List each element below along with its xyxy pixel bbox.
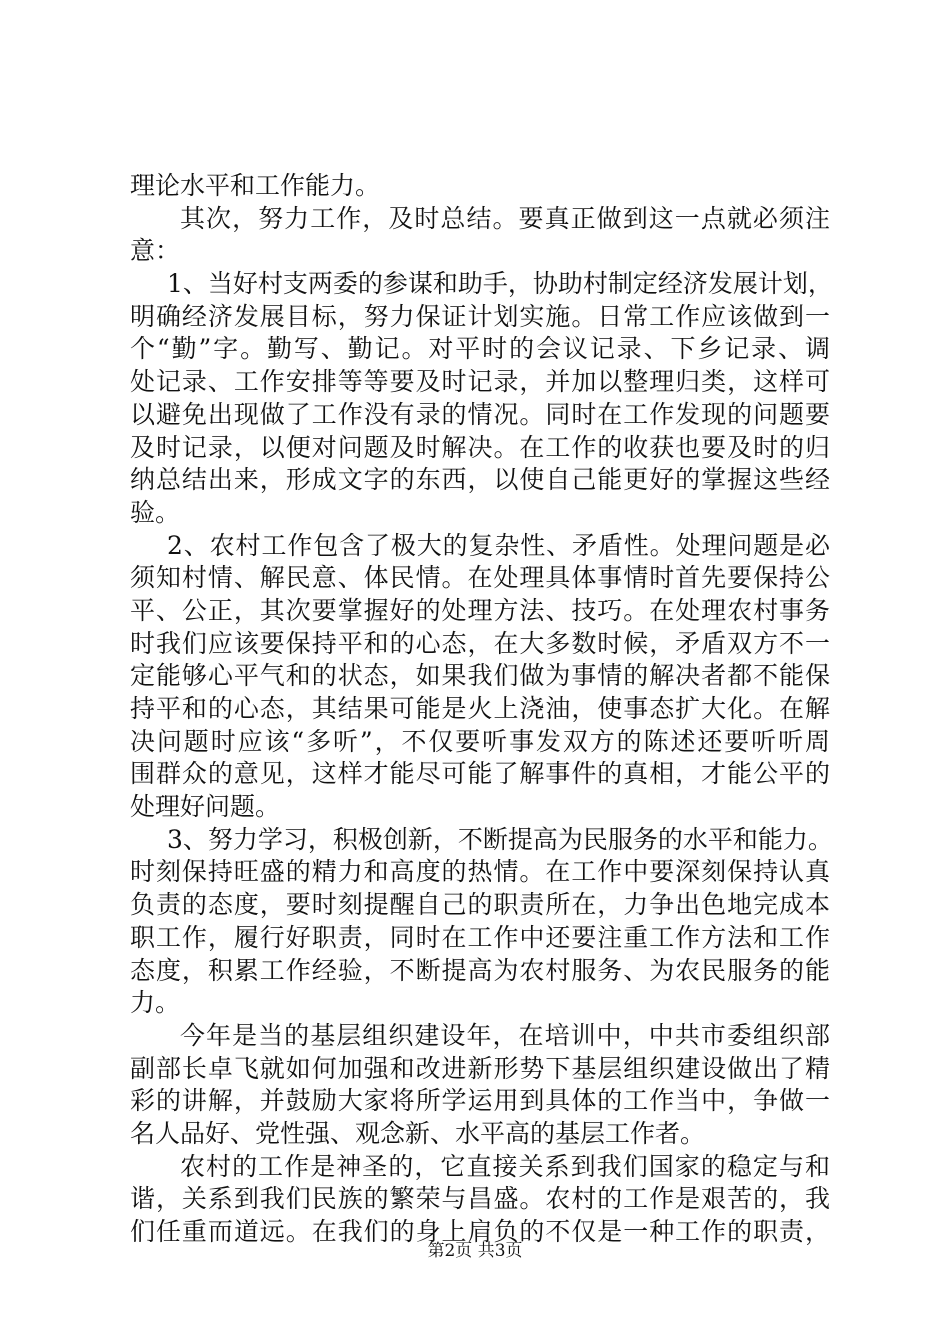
text-line: 时刻保持旺盛的精力和高度的热情。在工作中要深刻保持认真 [130, 857, 830, 887]
text-line: 时我们应该要保持平和的心态，在大多数时候，矛盾双方不一 [130, 628, 830, 658]
text-line: 力。 [130, 988, 181, 1018]
text-line: 职工作，履行好职责，同时在工作中还要注重工作方法和工作 [130, 922, 830, 952]
text-line: 名人品好、党性强、观念新、水平高的基层工作者。 [130, 1118, 706, 1148]
text-line: 持平和的心态，其结果可能是火上浇油，使事态扩大化。在解 [130, 694, 830, 723]
text-line: 及时记录，以便对问题及时解决。在工作的收获也要及时的归 [130, 432, 830, 462]
text-line: 负责的态度，要时刻提醒自己的职责所在，力争出色地完成本 [130, 890, 830, 920]
body-text [130, 170, 833, 1249]
text-line: 处记录、工作安排等等要及时记录，并加以整理归类，这样可 [130, 367, 830, 397]
text-line: 3、努力学习，积极创新，不断提高为民服务的水平和能力。 [167, 824, 833, 854]
text-line: 副部长卓飞就如何加强和改进新形势下基层组织建设做出了精 [130, 1053, 830, 1083]
text-line: 们任重而道远。在我们的身上肩负的不仅是一种工作的职责， [130, 1217, 830, 1246]
text-line: 农村的工作是神圣的，它直接关系到我们国家的稳定与和 [180, 1151, 830, 1181]
text-line: 明确经济发展目标，努力保证计划实施。日常工作应该做到一 [130, 301, 830, 331]
text-line: 1、当好村支两委的参谋和助手，协助村制定经济发展计划， [167, 269, 833, 299]
text-line: 处理好问题。 [130, 792, 281, 822]
text-line: 谐，关系到我们民族的繁荣与昌盛。农村的工作是艰苦的，我 [130, 1184, 830, 1214]
text-line: 个“勤”字。勤写、勤记。对平时的会议记录、下乡记录、调 [130, 334, 830, 364]
text-line: 围群众的意见，这样才能尽可能了解事件的真相，才能公平的 [130, 759, 830, 789]
text-line: 态度，积累工作经验，不断提高为农村服务、为农民服务的能 [130, 955, 830, 985]
text-line: 以避免出现做了工作没有录的情况。同时在工作发现的问题要 [130, 399, 830, 429]
text-line: 定能够心平气和的状态，如果我们做为事情的解决者都不能保 [130, 661, 830, 691]
text-line: 意： [130, 236, 181, 266]
text-line: 决问题时应该“多听”，不仅要听事发双方的陈述还要听听周 [130, 726, 830, 756]
text-line: 今年是当的基层组织建设年，在培训中，中共市委组织部 [180, 1020, 830, 1050]
text-line: 理论水平和工作能力。 [130, 171, 381, 200]
text-line: 2、农村工作包含了极大的复杂性、矛盾性。处理问题是必 [167, 530, 830, 560]
text-line: 验。 [130, 497, 181, 527]
text-line: 彩的讲解，并鼓励大家将所学运用到具体的工作当中，争做一 [130, 1086, 830, 1116]
page-footer: 第2页 共3页 [427, 1241, 523, 1261]
text-line: 其次，努力工作，及时总结。要真正做到这一点就必须注 [180, 203, 830, 233]
text-line: 须知村情、解民意、体民情。在处理具体事情时首先要保持公 [130, 563, 830, 593]
text-line: 平、公正，其次要掌握好的处理方法、技巧。在处理农村事务 [130, 595, 830, 625]
text-line: 纳总结出来，形成文字的东西，以使自己能更好的掌握这些经 [130, 465, 830, 495]
